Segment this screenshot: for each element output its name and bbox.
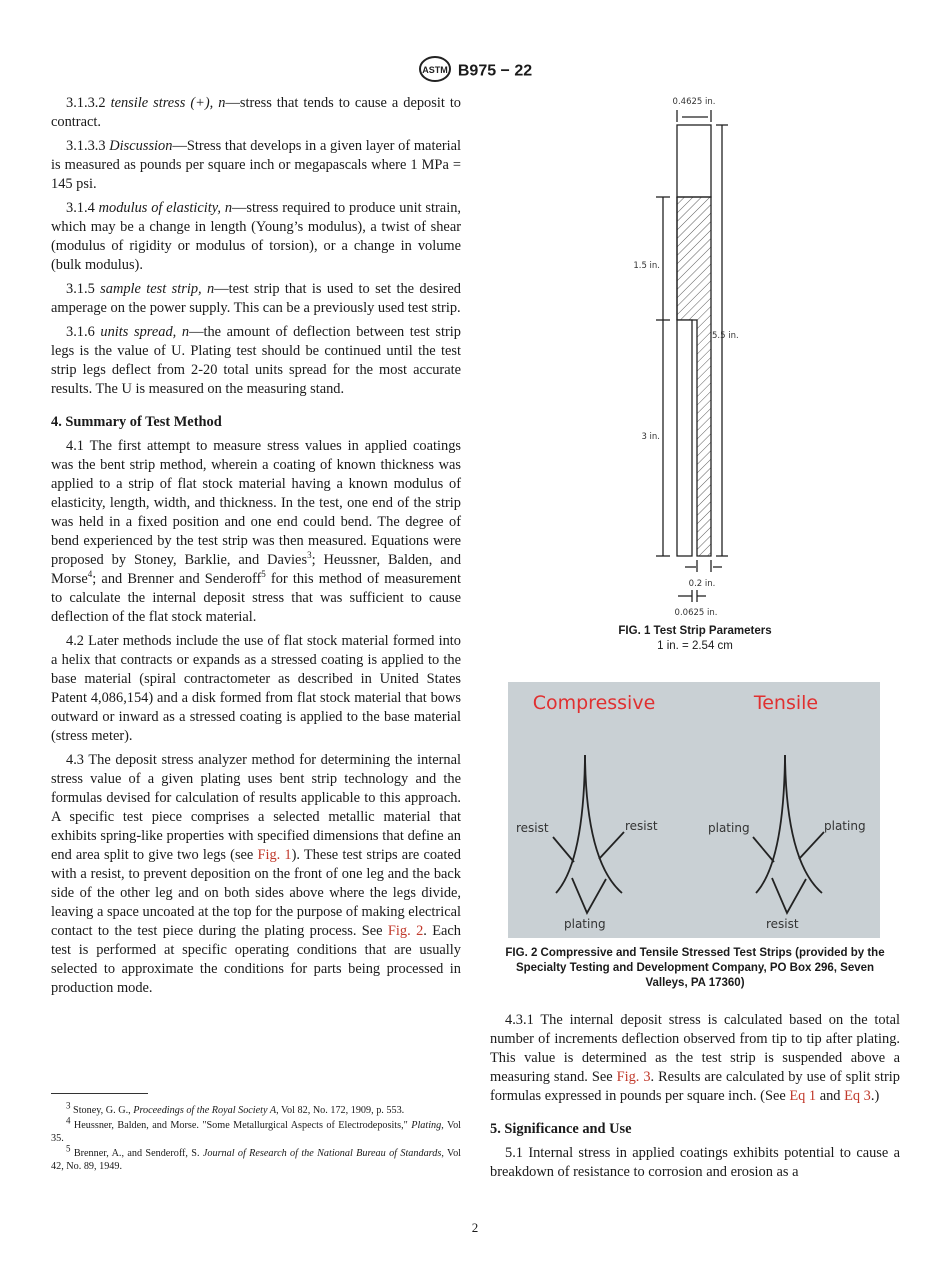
para-3-1-3-3: 3.1.3.3 Discussion—Stress that develops in a given layer of material is measured as pounds per square inch or megapascals where 1 MPa = 145 psi. [51, 138, 462, 192]
dim-total: 5.5 in. [712, 331, 739, 341]
footnote-divider [51, 1093, 148, 1094]
dim-legs: 3 in. [641, 432, 660, 442]
label-resist-left: resist [516, 821, 549, 835]
fig-1-link[interactable]: Fig. 1 [257, 847, 292, 863]
para-4-3-1: 4.3.1 The internal deposit stress is calculated based on the total number of increments deflection observed from tip to tip after plating. This value is determined as the test strip is suspended above a measuring stand. See Fig. 3. Results are calculated by use of split strip formulas expressed in pounds per square inch. (See Eq 1 and Eq 3.) [490, 1012, 900, 1104]
page-number: 2 [471, 1220, 479, 1235]
fig-2-link[interactable]: Fig. 2 [387, 923, 424, 939]
para-5-1: 5.1 Internal stress in applied coatings exhibits potential to cause a breakdown of resistance to corrosion and erosion as a [490, 1145, 900, 1180]
para-3-1-4: 3.1.4 modulus of elasticity, n—stress required to produce unit strain, which may be a change in length (Young’s modulus), a twist of shear (modulus of rigidity or modulus of torsion), or a change in volume (bulk modulus). [51, 200, 461, 273]
para-4-1: 4.1 The first attempt to measure stress values in applied coatings was the bent strip method, wherein a coating of known thickness was applied to a strip of flat stock material having a known modulus of elasticity, length, width, and thickness. In the test, one end of the strip was held in a fixed position and one end could bend. The degree of bend experienced by the test strip was then measured. Equations were proposed by Stoney, Barklie, and Davies$^3$; Heussner, Balden, and Morse$^4$; and Brenner and Senderoff$^5$ for this method of measurement to calculate the internal deposit stress that was sufficient to cause deflection of the flat stock material. [51, 438, 462, 625]
strip-left-leg [677, 320, 692, 556]
right-column [490, 1011, 900, 1187]
left-column [51, 94, 461, 1003]
label-plating-left: plating [708, 821, 750, 835]
dim-top: 1.5 in. [633, 261, 660, 271]
fig-2-photo [508, 682, 880, 938]
strip-top [677, 125, 711, 197]
designation: B975 − 22 [457, 62, 533, 80]
label-plating-bottom: plating [564, 917, 606, 931]
astm-logo [418, 56, 452, 87]
label-resist-bottom: resist [766, 917, 799, 931]
dim-width: 0.4625 in. [672, 97, 716, 107]
footnotes [51, 1100, 461, 1175]
label-plating-right: plating [824, 819, 866, 833]
para-4-3: 4.3 The deposit stress analyzer method for determining the internal stress value of a given plating uses bent strip technology and the formulas devised for calculation of results applicable to this approach. A specific test piece comprises a selected metallic material that exhibits spring-like properties with specified dimensions that define an end area split to give two legs (see Fig. 1). These test strips are coated with a resist, to prevent deposition on the front of one leg and the back side of the other leg and on both sides above where the legs divide, leaving a space uncoated at the top for the purpose of making electrical contact to the test piece during the plating process. See Fig. 2. Each test is performed at specific operating conditions that are usually selected to approximate the conditions for parts being processed in production mode. [51, 752, 461, 996]
dim-gap: 0.0625 in. [674, 608, 718, 618]
footnote-3: $^3$ Stoney, G. G., Proceedings of the Royal Society A, Vol 82, No. 172, 1909, p. 553. [66, 1100, 405, 1116]
para-3-1-5: 3.1.5 sample test strip, n—test strip that is used to set the desired amperage on the power supply. This can be a previously used test strip. [51, 281, 461, 316]
section-4-heading: 4. Summary of Test Method [51, 414, 222, 430]
para-4-2: 4.2 Later methods include the use of flat stock material formed into a helix that contracts or expands as a stressed coating is applied to the base material (spiral contractometer as described in United States Patent 4,086,154) and a disk formed from flat stock material that bows outward or inward as a stressed coating is applied to the base material (stress meter). [51, 633, 461, 744]
footnote-5: $^5$ Brenner, A., and Senderoff, S. Journal of Research of the National Bureau of Standards, Vol 42, No. 89, 1949. [51, 1143, 461, 1172]
page-header [0, 56, 950, 87]
dim-leg-width: 0.2 in. [688, 579, 716, 589]
fig-1-test-strip-drawing [630, 90, 760, 620]
footnote-4: $^4$ Heussner, Balden, and Morse. "Some Metallurgical Aspects of Electrodeposits," Plating, Vol 35. [51, 1115, 461, 1144]
compressive-title: Compressive [532, 692, 656, 714]
fig-3-link[interactable]: Fig. 3 [616, 1069, 651, 1085]
para-3-1-6: 3.1.6 units spread, n—the amount of deflection between test strip legs is the value of U. Plating test should be continued until the test strip legs deflect from 2-20 total units spread for the most accurate results. The U is measured on the measuring stand. [51, 324, 461, 397]
eq-3-link[interactable]: Eq 3 [844, 1088, 871, 1104]
fig-2-caption: FIG. 2 Compressive and Tensile Stressed Test Strips (provided by the Specialty Testing and Development Company, PO Box 296, Seven Valleys, PA 17360) [505, 947, 885, 989]
label-resist-right: resist [625, 819, 658, 833]
eq-1-link[interactable]: Eq 1 [789, 1088, 817, 1104]
section-5-heading: 5. Significance and Use [490, 1121, 632, 1137]
svg-text:ASTM: ASTM [422, 65, 448, 75]
tensile-title: Tensile [753, 692, 819, 714]
fig-1-caption: FIG. 1 Test Strip Parameters 1 in. = 2.54 cm [618, 625, 772, 652]
para-3-1-3-2: 3.1.3.2 tensile stress (+), n—stress that tends to cause a deposit to contract. [51, 95, 462, 130]
